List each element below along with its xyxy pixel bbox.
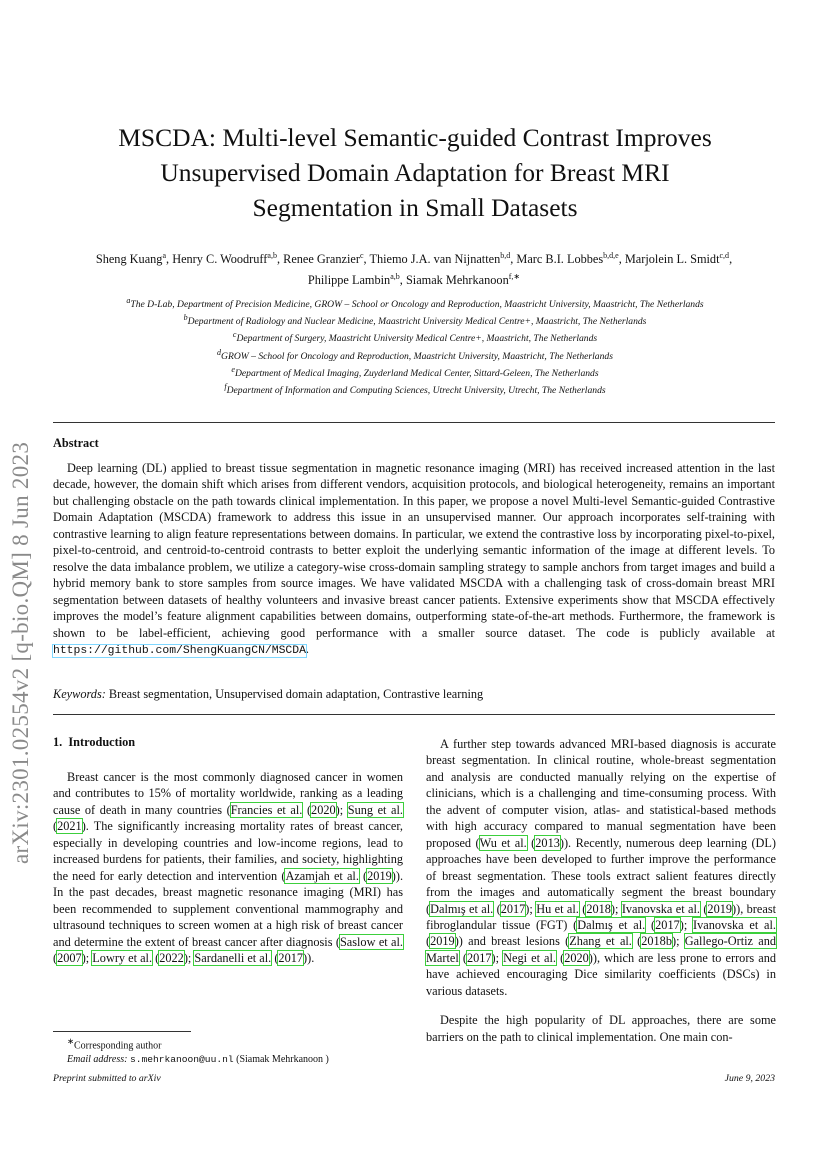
author: Marc B.I. Lobbes$^{b,d,e}$, <box>516 251 625 267</box>
affiliation: $^d$GROW – School for Oncology and Reproduction, Maastricht University, Maastricht, The Netherlands <box>217 347 613 362</box>
body-text: )). In the past decades, breast magnetic resonance imaging (MRI) has been recommended to supplement conventional mammography and ultrasound techniques to screen women at a high risk of breast cancer and determine the extent of breast cancer after diagnosis ( <box>53 868 404 949</box>
body-text: ( <box>493 901 501 916</box>
body-text: ( <box>556 950 565 965</box>
title-line: MSCDA: Multi-level Semantic-guided Contrast Improves <box>118 123 712 152</box>
body-text: ); <box>81 950 93 965</box>
affiliation: $^c$Department of Surgery, Maastricht University Medical Centre+, Maastricht, The Netherlands <box>232 330 598 345</box>
author: Renee Granzier$^c$, <box>283 251 370 267</box>
abstract-top-rule <box>53 422 775 423</box>
citation-link[interactable]: 2020 <box>311 802 336 817</box>
citation-link[interactable]: Gallego-Ortiz and Martel <box>426 934 776 965</box>
affiliation-list <box>40 294 790 397</box>
body-text: ( <box>53 819 58 834</box>
citation-link[interactable]: Ivanovska et al. <box>693 917 777 932</box>
citation-link[interactable]: 2018b <box>641 934 672 949</box>
footnote <box>53 1035 413 1066</box>
body-text: A further step towards advanced MRI-based diagnosis is accurate breast segmentation. In clinical routine, whole-breast segmentation and analysis are conducted manually relying on the expertise of clinicians, which is a challenging and time-consuming process. With the advent of computer vision, atlas- and statistical-based methods with high accuracy compared to manual segmentation have been proposed ( <box>426 737 776 850</box>
body-text: )). Recently, numerous deep learning (DL) approaches have been developed to further improve the performance of breast segmentation. These tools extract salient features directly from the images and automatically segment the breast boundary ( <box>426 835 777 916</box>
body-text: ( <box>271 950 279 965</box>
keywords-line <box>53 687 483 702</box>
citation-link[interactable]: Hu et al. <box>536 901 579 916</box>
author: Siamak Mehrkanoon$^{f,∗}$ <box>405 272 521 288</box>
citation-link[interactable]: Negi et al. <box>503 950 557 965</box>
abstract-text: Deep learning (DL) applied to breast tissue segmentation in magnetic resonance imaging (MRI) has received increased attention in the last decade, however, the domain shift which arises from different vendors, acquisition protocols, and biological heterogeneity, remains an important but challenging obstacle on the path towards clinical implementation. In this paper, we propose a novel Multi-level Semantic-guided Contrastive Domain Adaptation (MSCDA) framework to address this issue in an unsupervised manner. Our approach incorporates self-training with contrastive learning to align feature representations between domains. In particular, we extend the contrastive loss by incorporating pixel-to-pixel, pixel-to-centroid, and centroid-to-centroid contrasts to better exploit the underlying semantic information of the image at different levels. To resolve the data imbalance problem, we utilize a category-wise cross-domain sampling strategy to sample anchors from target images and build a hybrid memory bank to store samples from source images. We have validated MSCDA with a challenging task of cross-domain breast MRI segmentation between datasets of healthy volunteers and invasive breast cancer patients. Extensive experiments show that MSCDA effectively improves the model’s feature alignment capabilities between domains, outperforming state-of-the-art methods. Furthermore, the framework is shown to be label-efficient, achieving good performance with a smaller source dataset. The code is publicly available at <box>53 461 775 640</box>
body-text: ); <box>679 917 694 932</box>
author-list <box>46 247 782 289</box>
citation-link[interactable]: Sung et al. <box>347 802 403 817</box>
body-text: )), which are less prone to errors and have achieved encouraging Dice similarity coefficients (DSCs) in various datasets. <box>426 950 777 998</box>
citation-link[interactable]: 2019 <box>430 934 455 949</box>
citation-link[interactable]: 2017 <box>278 950 304 965</box>
body-text: ); <box>610 901 622 916</box>
body-text: )). <box>303 950 315 965</box>
abstract-heading: Abstract <box>53 436 99 450</box>
citation-link[interactable]: 2022 <box>159 950 184 965</box>
affiliation: $^a$The D-Lab, Department of Precision Medicine, GROW – School or Oncology and Reproduction, Maastricht University, Maastricht, The Netherlands <box>126 296 704 311</box>
body-text: ( <box>578 901 587 916</box>
code-repository-link[interactable]: https://github.com/ShengKuangCN/MSCDA <box>53 644 306 657</box>
citation-link[interactable]: 2017 <box>500 901 526 916</box>
citation-link[interactable]: 2007 <box>57 950 82 965</box>
abstract-body: Deep learning (DL) applied to breast tissue segmentation in magnetic resonance imaging (MRI) has received increased attention in the last decade, however, the domain shift which arises from different vendors, acquisition protocols, and biological heterogeneity, remains an important but challenging obstacle on the path towards clinical implementation. In this paper, we propose a novel Multi-level Semantic-guided Contrastive Domain Adaptation (MSCDA) framework to address this issue in an unsupervised manner. Our approach incorporates self-training with contrastive learning to align feature representations between domains. In particular, we extend the contrastive loss by incorporating pixel-to-pixel, pixel-to-centroid, and centroid-to-centroid contrasts to better exploit the underlying semantic information of the image at different levels. To resolve the data imbalance problem, we utilize a category-wise cross-domain sampling strategy to sample anchors from target images and build a hybrid memory bank to store samples from source images. We have validated MSCDA with a challenging task of cross-domain breast MRI segmentation between datasets of healthy volunteers and invasive breast cancer patients. Extensive experiments show that MSCDA effectively improves the model’s feature alignment capabilities between domains, outperforming state-of-the-art methods. Furthermore, the framework is shown to be label-efficient, achieving good performance with a smaller source dataset. The code is publicly available at https://github.com/ShengKuangCN/MSCDA. <box>53 461 775 657</box>
citation-link[interactable]: Sardanelli et al. <box>194 950 272 965</box>
citation-link[interactable]: Saslow et al. <box>339 934 403 949</box>
intro-paragraph-1 <box>53 769 403 966</box>
paper-title <box>70 120 760 225</box>
title-line: Unsupervised Domain Adaptation for Breast MRI <box>160 158 670 187</box>
citation-link[interactable]: Azamjah et al. <box>285 868 359 883</box>
right-column <box>426 736 776 1045</box>
citation-link[interactable]: Zhang et al. <box>569 934 632 949</box>
body-text: ); <box>491 950 504 965</box>
citation-link[interactable]: 2013 <box>535 835 560 850</box>
citation-link[interactable]: 2017 <box>655 917 680 932</box>
citation-link[interactable]: 2020 <box>564 950 589 965</box>
body-text: ( <box>152 950 160 965</box>
body-text: Breast cancer is the most commonly diagnosed cancer in women and contributes to 15% of mortality worldwide, ranking as a leading cause of death in many countries ( <box>53 770 403 817</box>
body-text: ); <box>525 901 537 916</box>
footnote-rule <box>53 1031 191 1032</box>
body-text: )), breast fibroglandular tissue (FGT) ( <box>426 901 777 932</box>
body-text: ( <box>358 868 368 883</box>
affiliation: $^e$Department of Medical Imaging, Zuyderland Medical Center, Sittard-Geleen, The Netherlands <box>231 364 599 379</box>
body-text: ( <box>458 950 467 965</box>
body-text: ( <box>631 934 642 949</box>
body-text: ); <box>671 934 685 949</box>
affiliation: $^f$Department of Information and Computing Sciences, Utrecht University, Utrecht, The Netherlands <box>224 381 606 397</box>
author: Henry C. Woodruff$^{a,b}$, <box>172 251 284 267</box>
body-text: ( <box>699 901 708 916</box>
citation-link[interactable]: Ivanovska et al. <box>621 901 700 916</box>
body-text: ( <box>526 835 536 850</box>
citation-link[interactable]: 2017 <box>466 950 492 965</box>
keywords-text: Breast segmentation, Unsupervised domain adaptation, Contrastive learning <box>108 687 484 701</box>
footnote-email: Email address: s.mehrkanoon@uu.nl (Siamak Mehrkanoon ) <box>67 1053 329 1065</box>
keywords-label: Keywords: <box>53 687 106 701</box>
body-text: ( <box>53 950 58 965</box>
author: Thiemo J.A. van Nijnatten$^{b,d}$, <box>369 251 517 267</box>
arxiv-stamp-text: arXiv:2301.02554v2 [q-bio.QM] 8 Jun 2023 <box>8 441 33 864</box>
citation-link[interactable]: 2019 <box>707 901 733 916</box>
citation-link[interactable]: Dalmış et al. <box>577 917 646 932</box>
intro-paragraph-3: Despite the high popularity of DL approaches, there are some barriers on the path to clinical implementation. One main con- <box>426 1013 776 1044</box>
footer-date: June 9, 2023 <box>724 1073 775 1084</box>
body-text: ). The significantly increasing mortality rates of breast cancer, especially in developing countries and low-income regions, lead to increased burdens for patients, their families, and society, highlighting the need for early detection and intervention ( <box>53 819 403 883</box>
affiliation: $^b$Department of Radiology and Nuclear Medicine, Maastricht University Medical Centre+, Maastricht, The Netherlands <box>183 313 647 328</box>
body-text: ( <box>645 917 656 932</box>
citation-link[interactable]: 2021 <box>57 819 82 834</box>
section-heading: 1. Introduction <box>53 735 136 749</box>
citation-link[interactable]: Dalmış et al. <box>430 901 494 916</box>
intro-paragraph-2 <box>426 736 776 999</box>
citation-link[interactable]: Wu et al. <box>479 835 527 850</box>
abstract-bottom-rule <box>53 714 775 715</box>
body-text: ); <box>335 802 348 817</box>
citation-link[interactable]: Lowry et al. <box>92 950 153 965</box>
author: Marjolein L. Smidt$^{c,d}$, <box>624 251 733 267</box>
citation-link[interactable]: 2019 <box>367 868 392 883</box>
body-text: ( <box>426 934 431 949</box>
author: Sheng Kuang$^a$, <box>95 251 173 267</box>
footer-preprint-note: Preprint submitted to arXiv <box>53 1073 161 1084</box>
body-text: ); <box>183 950 195 965</box>
citation-link[interactable]: 2018 <box>586 901 611 916</box>
title-line: Segmentation in Small Datasets <box>252 193 578 222</box>
body-text: ( <box>302 802 312 817</box>
author: Philippe Lambin$^{a,b}$, <box>307 272 406 288</box>
body-text: )) and breast lesions ( <box>454 934 570 949</box>
left-column <box>53 769 403 966</box>
citation-link[interactable]: Francies et al. <box>230 802 303 817</box>
footnote-corresponding: ∗Corresponding author <box>67 1037 162 1052</box>
email-address[interactable]: s.mehrkanoon@uu.nl <box>129 1053 234 1065</box>
